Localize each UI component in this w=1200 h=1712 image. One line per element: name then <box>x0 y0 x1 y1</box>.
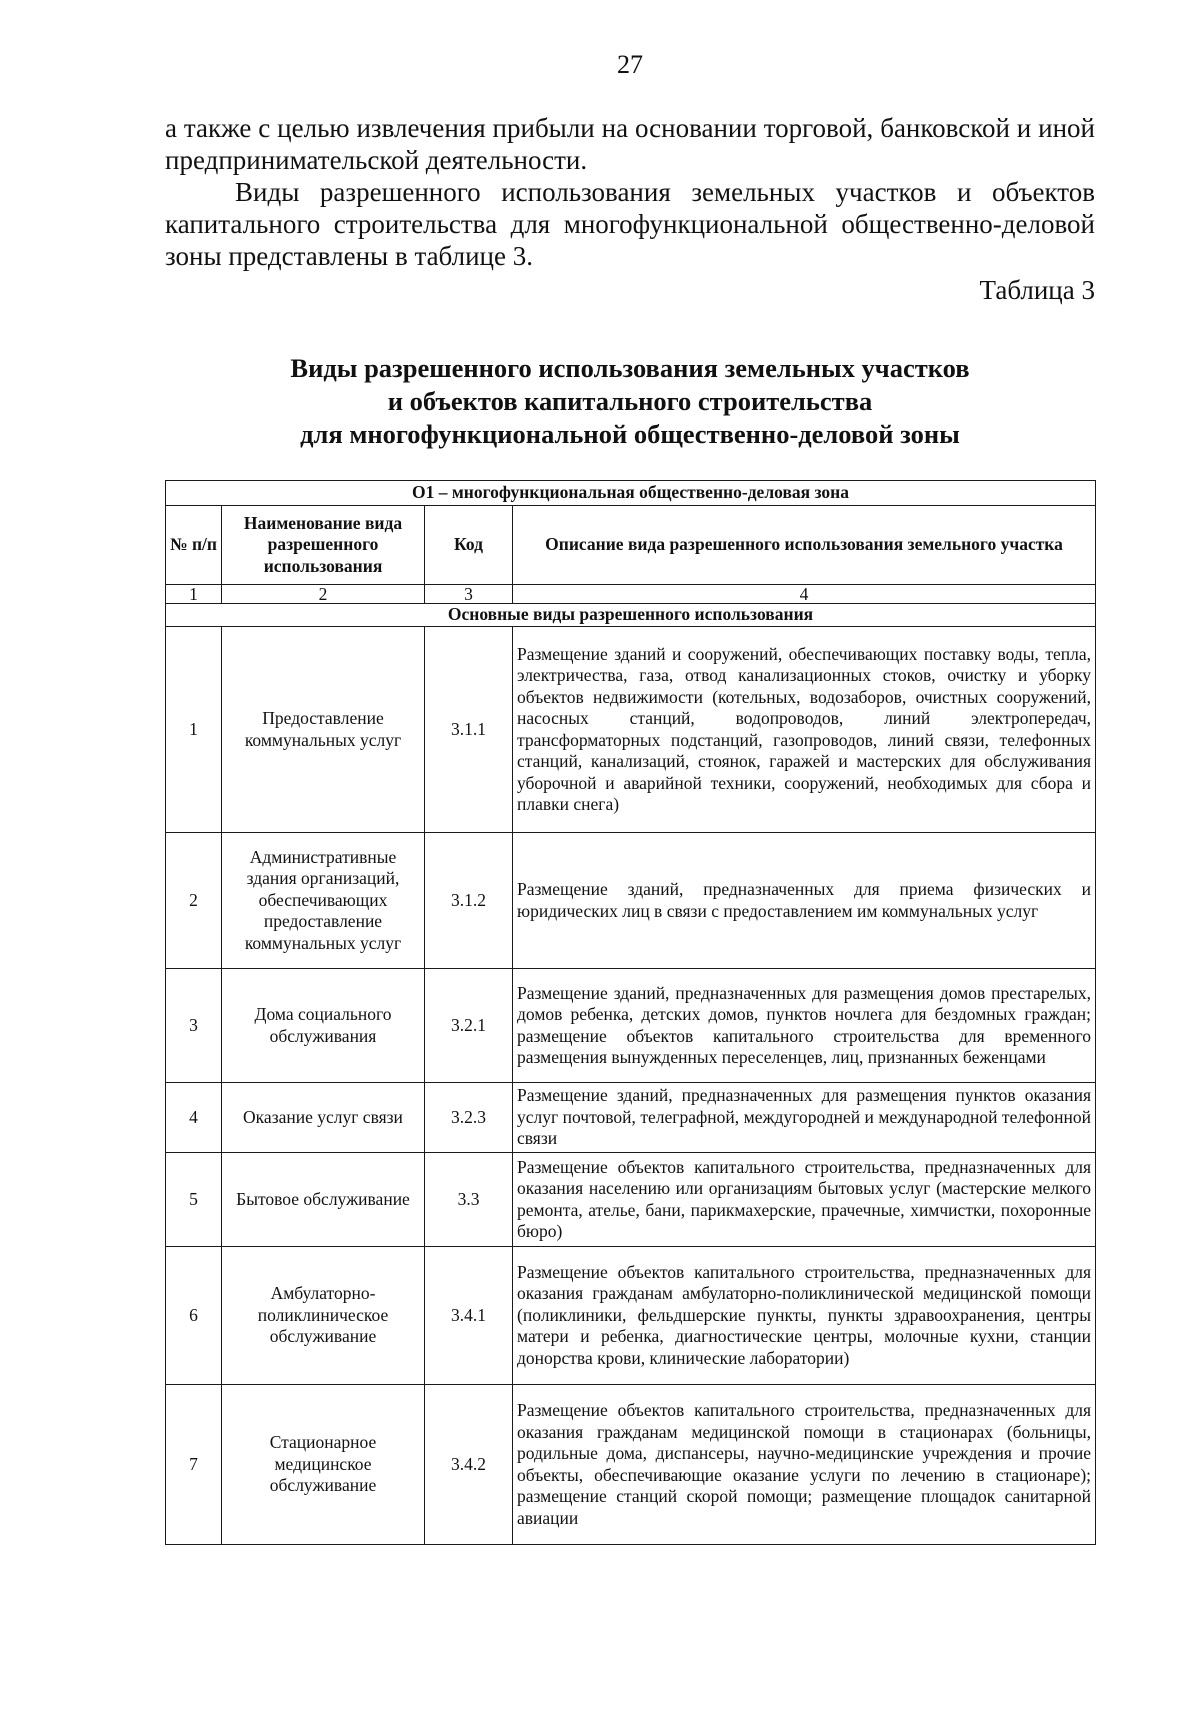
column-number: 2 <box>222 585 425 604</box>
use-name: Бытовое обслуживание <box>222 1153 425 1247</box>
use-code: 3.2.1 <box>425 969 513 1083</box>
column-number: 4 <box>513 585 1096 604</box>
use-description: Размещение зданий, предназначенных для размещения домов престарелых, домов ребенка, детских домов, пунктов ночлега для бездомных граждан; размещение объектов капитального строительства для временного размещения вынужденных переселенцев, лиц, признанных беженцами <box>513 969 1096 1083</box>
use-code: 3.2.3 <box>425 1083 513 1153</box>
row-number: 4 <box>166 1083 222 1153</box>
row-number: 7 <box>166 1385 222 1545</box>
header-num: № п/п <box>166 506 222 585</box>
table-title-line-1: Виды разрешенного использования земельных участков <box>290 353 970 383</box>
use-description: Размещение объектов капитального строительства, предназначенных для оказания гражданам медицинской помощи в стационарах (больницы, родильные дома, диспансеры, научно-медицинские учреждения и прочие объекты, обеспечивающие оказание услуги по лечению в стационаре); размещение станций скорой помощи; размещение площадок санитарной авиации <box>513 1385 1096 1545</box>
zone-header: О1 – многофункциональная общественно-деловая зона <box>166 481 1096 506</box>
use-name: Стационарное медицинское обслуживание <box>222 1385 425 1545</box>
table-row <box>166 627 1096 833</box>
table-row <box>166 1385 1096 1545</box>
use-description: Размещение зданий и сооружений, обеспечивающих поставку воды, тепла, электричества, газа, отвод канализационных стоков, очистку и уборку объектов недвижимости (котельных, водозаборов, очистных сооружений, насосных станций, водопроводов, линий электропередач, трансформаторных подстанций, газопроводов, линий связи, телефонных станций, канализаций, стоянок, гаражей и мастерских для обслуживания уборочной и аварийной техники, сооружений, необходимых для сбора и плавки снега) <box>513 627 1096 833</box>
use-name: Административные здания организаций, обеспечивающих предоставление коммунальных услуг <box>222 833 425 969</box>
section-header: Основные виды разрешенного использования <box>166 604 1096 627</box>
table-title-line-3: для многофункциональной общественно-деловой зоны <box>300 419 960 449</box>
row-number: 3 <box>166 969 222 1083</box>
row-number: 6 <box>166 1247 222 1385</box>
use-code: 3.1.2 <box>425 833 513 969</box>
table-row <box>166 1153 1096 1247</box>
land-use-table <box>165 480 1096 1545</box>
use-name: Амбулаторно-поликлиническое обслуживание <box>222 1247 425 1385</box>
column-number: 1 <box>166 585 222 604</box>
use-name: Предоставление коммунальных услуг <box>222 627 425 833</box>
table-title-line-2: и объектов капитального строительства <box>387 386 873 416</box>
table-row <box>166 833 1096 969</box>
use-code: 3.3 <box>425 1153 513 1247</box>
use-name: Дома социального обслуживания <box>222 969 425 1083</box>
header-name: Наименование вида разрешенного использования <box>222 506 425 585</box>
use-description: Размещение объектов капитального строительства, предназначенных для оказания гражданам амбулаторно-поликлинической медицинской помощи (поликлиники, фельдшерские пункты, пункты здравоохранения, центры матери и ребенка, диагностические центры, молочные кухни, станции донорства крови, клинические лаборатории) <box>513 1247 1096 1385</box>
intro-paragraph: Виды разрешенного использования земельных участков и объектов капитального строительства для многофункциональной общественно-деловой зоны представлены в таблице 3. <box>165 177 1095 271</box>
row-number: 5 <box>166 1153 222 1247</box>
table-row <box>166 969 1096 1083</box>
table-label: Таблица 3 <box>979 275 1095 305</box>
use-code: 3.1.1 <box>425 627 513 833</box>
use-code: 3.4.1 <box>425 1247 513 1385</box>
column-number: 3 <box>425 585 513 604</box>
intro-paragraph-continuation: а также с целью извлечения прибыли на основании торговой, банковской и иной предпринимательской деятельности. <box>165 113 1095 175</box>
use-code: 3.4.2 <box>425 1385 513 1545</box>
row-number: 1 <box>166 627 222 833</box>
table-row <box>166 1083 1096 1153</box>
table-row <box>166 1247 1096 1385</box>
use-description: Размещение зданий, предназначенных для размещения пунктов оказания услуг почтовой, телеграфной, междугородней и международной телефонной связи <box>513 1083 1096 1153</box>
intro-text <box>165 112 1095 306</box>
use-description: Размещение объектов капитального строительства, предназначенных для оказания населению или организациям бытовых услуг (мастерские мелкого ремонта, ателье, бани, парикмахерские, прачечные, химчистки, похоронные бюро) <box>513 1153 1096 1247</box>
page-number: 27 <box>617 50 643 79</box>
header-code: Код <box>425 506 513 585</box>
use-description: Размещение зданий, предназначенных для приема физических и юридических лиц в связи с предоставлением им коммунальных услуг <box>513 833 1096 969</box>
header-description: Описание вида разрешенного использования земельного участка <box>513 506 1096 585</box>
use-name: Оказание услуг связи <box>222 1083 425 1153</box>
table-title <box>165 352 1095 451</box>
row-number: 2 <box>166 833 222 969</box>
